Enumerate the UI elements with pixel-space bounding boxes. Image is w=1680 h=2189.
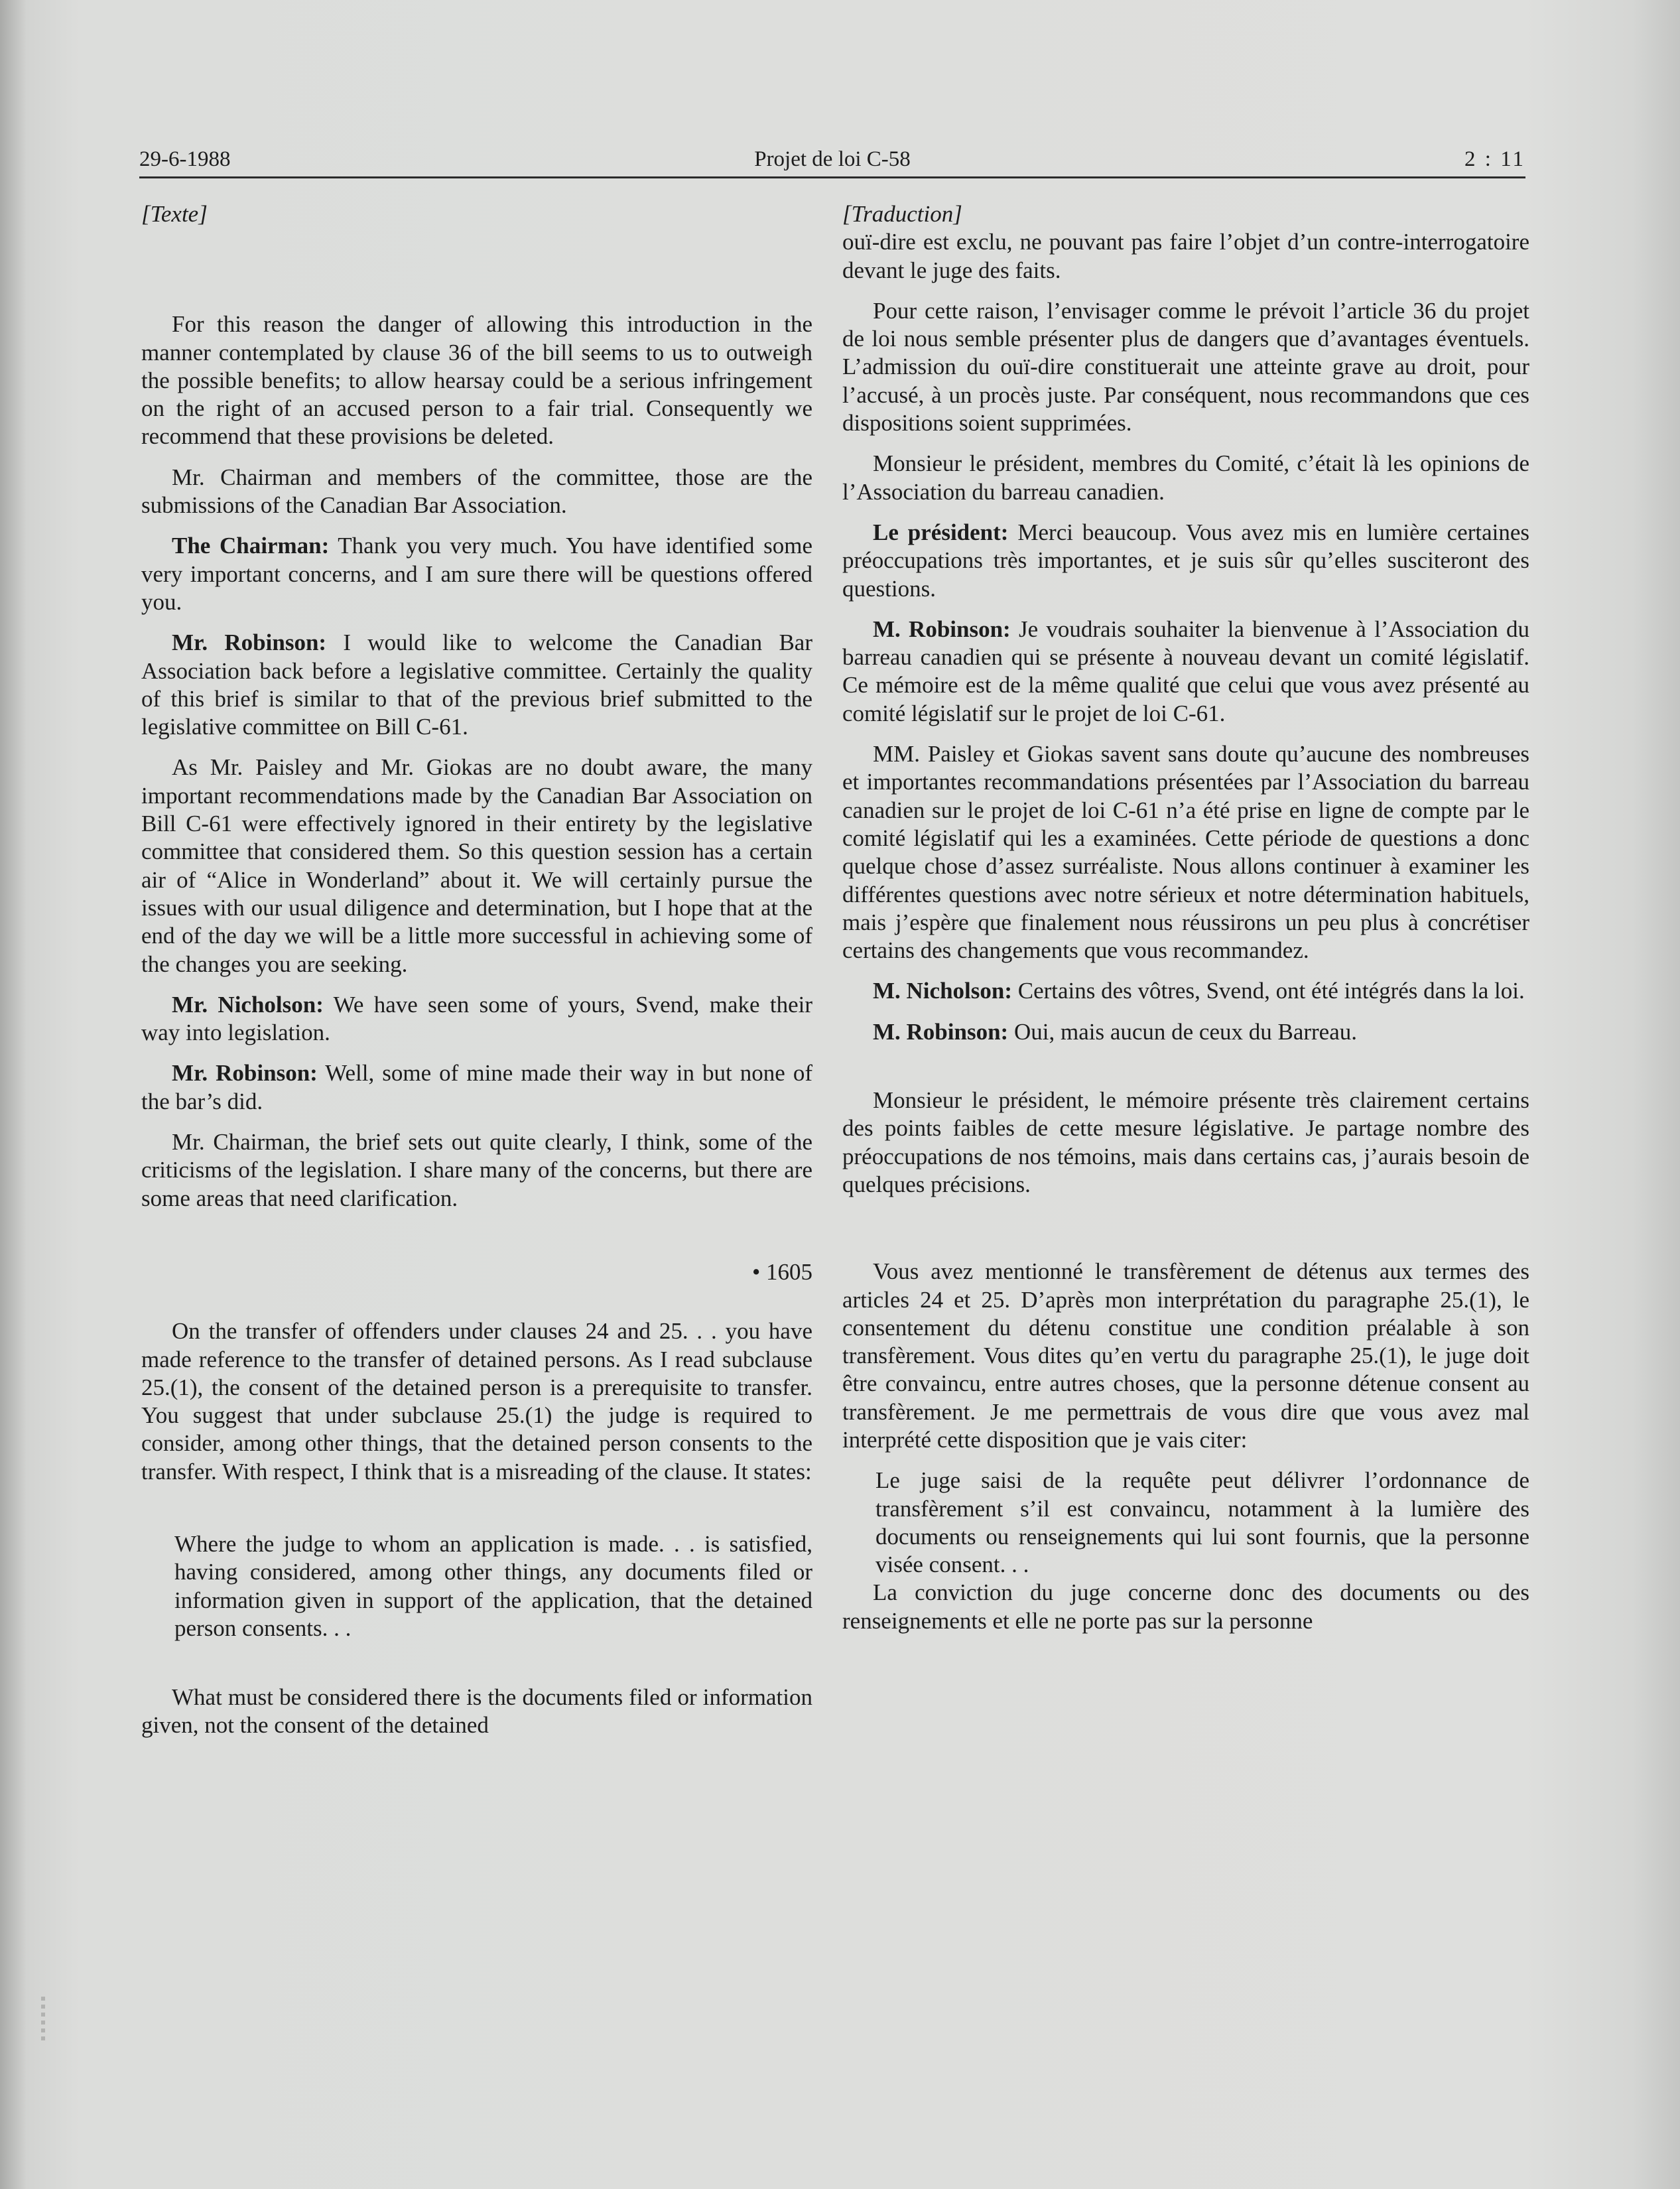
english-column bbox=[141, 200, 812, 1753]
speaker-name: Le président: bbox=[873, 519, 1009, 545]
speech-text: We have seen some of yours, Svend, make their way into legislation. bbox=[141, 991, 812, 1046]
speaker-name: Mr. Robinson: bbox=[172, 1060, 318, 1087]
speaker-name: The Chairman: bbox=[172, 533, 330, 559]
header-page-number: 2 : 11 bbox=[1464, 147, 1525, 171]
paragraph: Monsieur le président, membres du Comité, c’était là les opinions de l’Association du barreau canadien. bbox=[842, 450, 1529, 505]
paragraph: Vous avez mentionné le transfèrement de détenus aux termes des articles 24 et 25. D’après mon interprétation du paragraphe 25.(1), le consentement du détenu constitue une condition préalable à son transfèrement. Vous dites qu’en vertu du paragraphe 25.(1), le juge doit être convaincu, entre autres choses, que la personne détenue consent au transfèrement. Je me permettrais de vous dire que vous avez mal interprété cette disposition que je vais citer: bbox=[842, 1258, 1529, 1453]
french-column bbox=[842, 200, 1529, 1648]
paragraph: Mr. Chairman and members of the committee, those are the submissions of the Canadian Bar Association. bbox=[141, 464, 812, 519]
paragraph: For this reason the danger of allowing this introduction in the manner contemplated by clause 36 of the bill seems to us to outweigh the possible benefits; to allow hearsay could be a serious infringement on the right of an accused person to a fair trial. Consequently we recommend that these provisions be deleted. bbox=[141, 311, 812, 450]
traduction-tag: [Traduction] bbox=[842, 201, 962, 227]
spacer bbox=[141, 1299, 812, 1317]
paragraph: ouï-dire est exclu, ne pouvant pas faire l’objet d’un contre-interrogatoire devant le juge des faits. bbox=[842, 229, 1529, 283]
header-title: Projet de loi C-58 bbox=[754, 147, 911, 171]
speech-paragraph bbox=[842, 519, 1529, 603]
speech-text: Je voudrais souhaiter la bienvenue à l’Association du barreau canadien qui se présente à nouveau devant un comité législatif. Ce mémoire est de la même qualité que celui que vous avez présenté au comité législatif sur le projet de loi C-61. bbox=[842, 616, 1529, 726]
paragraph: On the transfer of offenders under clauses 24 and 25. . . you have made reference to the transfer of detained persons. As I read subclause 25.(1), the consent of the detained person is a prerequisite to transfer. You suggest that under subclause 25.(1) the judge is required to consider, among other things, that the detained person consents to the transfer. With respect, I think that is a misreading of the clause. It states: bbox=[141, 1318, 812, 1485]
spacer bbox=[141, 1225, 812, 1258]
header-date: 29-6-1988 bbox=[139, 147, 231, 171]
timestamp: • 1605 bbox=[751, 1258, 812, 1285]
block-quote: Where the judge to whom an application is made. . . is satisfied, having considered, among other things, any documents filed or information given in support of the application, that the detained person consents. . . bbox=[174, 1530, 812, 1641]
spacer bbox=[141, 1498, 812, 1530]
speaker-name: M. Robinson: bbox=[873, 616, 1011, 642]
spacer bbox=[141, 241, 812, 310]
paragraph: What must be considered there is the documents filed or information given, not the consent of the detained bbox=[141, 1684, 812, 1739]
paragraph: MM. Paisley et Giokas savent sans doute qu’aucune des nombreuses et importantes recommandations présentées par l’Association du barreau canadien sur le projet de loi C-61 n’a été prise en ligne de compte par le comité législatif qui les a examinées. Cette période de questions a donc quelque chose d’assez surréaliste. Nous allons continuer à examiner les différentes questions avec notre sérieux et notre détermination habituels, mais j’espère que finalement nous réussirons un peu plus à concrétiser certains des changements que vous recommandez. bbox=[842, 741, 1529, 964]
block-quote: Le juge saisi de la requête peut délivrer l’ordonnance de transfèrement s’il est convaincu, notamment à la lumière des documents ou renseignements qui lui sont fournis, que la personne visée consent. . . bbox=[875, 1467, 1529, 1578]
scan-mark bbox=[41, 1997, 45, 2043]
spacer bbox=[842, 1211, 1529, 1258]
speech-paragraph bbox=[842, 616, 1529, 728]
speech-text: I would like to welcome the Canadian Bar Association back before a legislative committee. Certainly the quality of this brief is similar to that of the previous brief submitted to the legislative committee on Bill C-61. bbox=[141, 630, 812, 740]
speaker-name: Mr. Robinson: bbox=[172, 630, 327, 656]
speech-text: Merci beaucoup. Vous avez mis en lumière certaines préoccupations très importantes, et je suis sûr qu’elles susciteront des questions. bbox=[842, 519, 1529, 602]
speech-paragraph bbox=[842, 977, 1529, 1005]
speech-text: Thank you very much. You have identified some very important concerns, and I am sure there will be questions offered you. bbox=[141, 533, 812, 615]
speech-paragraph bbox=[141, 629, 812, 741]
spacer bbox=[842, 1059, 1529, 1087]
speaker-name: M. Robinson: bbox=[873, 1018, 1009, 1045]
paragraph: Monsieur le président, le mémoire présente très clairement certains des points faibles de cette mesure législative. Je partage nombre des préoccupations de nos témoins, mais dans certains cas, j’aurais besoin de quelques précisions. bbox=[842, 1087, 1529, 1197]
speech-paragraph bbox=[842, 1018, 1529, 1046]
paragraph: La conviction du juge concerne donc des documents ou des renseignements et elle ne porte pas sur la personne bbox=[842, 1579, 1529, 1634]
paragraph: Mr. Chairman, the brief sets out quite clearly, I think, some of the criticisms of the legislation. I share many of the concerns, but there are some areas that need clarification. bbox=[141, 1129, 812, 1211]
speaker-name: Mr. Nicholson: bbox=[172, 991, 324, 1018]
speech-text: Certains des vôtres, Svend, ont été intégrés dans la loi. bbox=[1012, 978, 1525, 1004]
page-header bbox=[139, 147, 1525, 178]
speech-paragraph bbox=[141, 532, 812, 616]
speech-text: Well, some of mine made their way in but none of the bar’s did. bbox=[141, 1060, 813, 1114]
texte-tag: [Texte] bbox=[141, 201, 208, 227]
paragraph: As Mr. Paisley and Mr. Giokas are no doubt aware, the many important recommendations made by the Canadian Bar Association on Bill C-61 were effectively ignored in their entirety by the legislative committee that considered them. So this question session has a certain air of “Alice in Wonderland” about it. We will certainly pursue the issues with our usual diligence and determination, but I hope that at the end of the day we will be a little more successful in achieving some of the changes you are seeking. bbox=[141, 754, 812, 977]
speech-paragraph bbox=[141, 1059, 812, 1116]
paragraph: Pour cette raison, l’envisager comme le prévoit l’article 36 du projet de loi nous semble présenter plus de dangers que d’avantages éventuels. L’admission du ouï-dire constituerait une atteinte grave au droit, pour l’accusé, à un procès juste. Par conséquent, nous recommandons que ces dispositions soient supprimées. bbox=[842, 297, 1529, 436]
speech-paragraph bbox=[141, 991, 812, 1047]
speaker-name: M. Nicholson: bbox=[873, 978, 1012, 1004]
speech-text: Oui, mais aucun de ceux du Barreau. bbox=[1008, 1018, 1358, 1045]
spacer bbox=[141, 1642, 812, 1684]
